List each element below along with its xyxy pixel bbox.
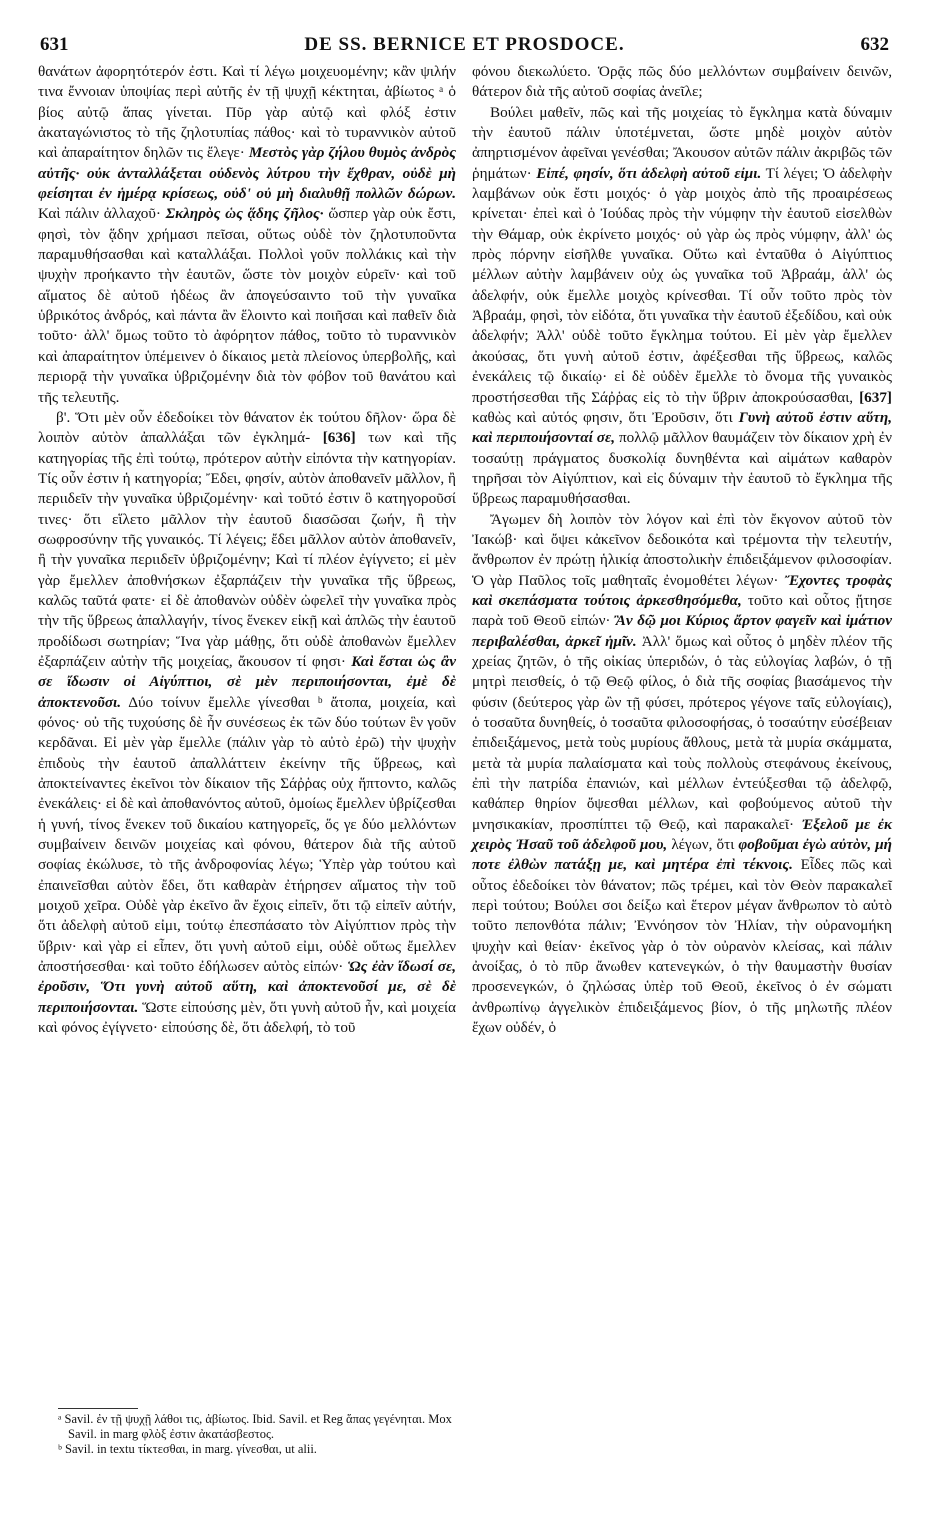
scripture-quote: Καὶ ἔσται ὡς ἂν σε ἴδωσιν οἱ Αἰγύπτιοι, σὲ μὲν περιποιήσονται, ἐμὲ δὲ ἀποκτενοῦσι. [38, 652, 457, 711]
edition-page-marker: [636] [322, 429, 356, 447]
scripture-quote: Γυνὴ αὐτοῦ ἐστιν αὕτη, καὶ περιποιήσονταί σε, [472, 408, 893, 447]
scripture-quote: Ἔχοντες τροφὰς καὶ σκεπάσματα τούτοις ἀρκεσθησόμεθα, [472, 571, 893, 609]
footnote-a: ᵃ Savil. ἐν τῇ ψυχῇ λάθοι τις, ἀβίωτος. Ibid. Savil. et Reg ἅπας γεγένηται. Mox Savil. in marg φλὸξ ἐστιν ἀκατάσβεστος. [58, 1412, 452, 1441]
left-column [38, 62, 456, 1402]
right-column [472, 62, 892, 1482]
running-title: DE SS. BERNICE ET PROSDOCE. [304, 34, 625, 55]
footnote-rule [58, 1408, 138, 1409]
scripture-quote: φοβοῦμαι ἐγὼ αὐτὸν, μή ποτε ἐλθὼν πατάξῃ με, καὶ μητέρα ἐπὶ τέκνοις. [472, 836, 892, 874]
scripture-quote: Ἂν δῷ μοι Κύριος ἄρτον φαγεῖν καὶ ἱμάτιον περιβαλέσθαι, ἀρκεῖ ἡμῖν. [472, 612, 893, 650]
scripture-quote: Ἐξελοῦ με ἐκ χειρὸς Ἠσαῦ τοῦ ἀδελφοῦ μου, [472, 815, 893, 854]
right-paragraph-1: φόνου διεκωλύετο. Ὁρᾷς πῶς δύο μελλόντων συμβαίνειν δεινῶν, θάτερον διὰ τῆς αὐτοῦ σοφίας ἀνεῖλε; [472, 63, 892, 101]
footnotes [58, 1412, 456, 1457]
scripture-quote: Σκληρὸς ὡς ᾅδης ζῆλος· [165, 205, 324, 223]
page-number-right: 632 [860, 34, 889, 55]
scripture-quote: Ὡς ἐὰν ἴδωσί σε, ἐροῦσιν, Ὅτι γυνὴ αὐτοῦ αὕτη, καὶ ἀποκτενοῦσί με, σὲ δὲ περιποιήσονται. [38, 958, 456, 1016]
right-paragraph-2: Βούλει μαθεῖν, πῶς καὶ τῆς μοιχείας τὸ ἔγκλημα κατὰ δύναμιν τὴν ἑαυτοῦ πάλιν ὑποτέμνεται, ὥστε μηδὲ μοιχὸν αὐτὸν ἀπηρτισμένον ἀφεῖναι γενέσθαι; Ἄκουσον αὐτῶν πάλιν ἀκριβῶς τῶν ῥημάτων· Εἰπέ, φησίν, ὅτι ἀδελφὴ αὐτοῦ εἰμι. Τί λέγει; Ὁ ἀδελφὴν λαμβάνων οὐκ ἔστι μοιχός· ὁ γὰρ μοιχὸς ἀπὸ τῆς προαιρέσεως κρίνεται· ἐπεὶ καὶ ὁ Ἰούδας πρὸς τὴν νύμφην τὴν ἑαυτοῦ εἰσελθὼν τὴν Θάμαρ, οὐκ ἐκρίνετο μοιχός· οὐ γὰρ ὡς πρὸς νύμφην, ἀλλ' ὡς πρὸς πόρνην εἰσῆλθε γυναῖκα. Οὕτω καὶ ἐνταῦθα ὁ Αἰγύπτιος μέλλων αὐτὴν λαμβάνειν οὐχ ὡς γυναῖκα τοῦ Ἀβραάμ, ἀλλ' ὡς ἀδελφήν, οὐκ ἔμελλε μοιχὸς κρίνεσθαι. Τί οὖν τοῦτο πρὸς τὸν Ἀβραάμ, φησὶ, τὸν εἰδότα, ὅτι γυναῖκα τὴν ἑαυτοῦ ἐξεδίδου, καὶ οὐκ ἀδελφήν; Ἀλλ' οὐδὲ τοῦτο ἔγκλημα τούτου. Εἰ μὲν γὰρ ἔμελλεν ἀκούσας, ὅτι γυνὴ αὐτοῦ ἐστιν, ἀφέξεσθαι τῆς ὕβρεως, καλῶς ἐνεκάλεις τῷ δικαίῳ· εἰ δὲ οὐδὲν ἔμελλε τὸ ὄνομα τῆς γυναικὸς προστήσεσθαι τῆς Σάῤῥας εἰς τὸ τὴν ὕβριν ἀποκρούσασθαι, [637] καθὼς καὶ αὐτός φησιν, ὅτι Ἐροῦσιν, ὅτι Γυνὴ αὐτοῦ ἐστιν αὕτη, καὶ περιποιήσονταί σε, πολλῷ μᾶλλον θαυμάζειν τὸν δίκαιον χρὴ ἐν τοσαύτῃ πράγματος δυσκολίᾳ δυνηθέντα καὶ αἱμάτων καθαρὸν τηρῆσαι τὸν Αἰγύπτιον, καὶ εἰς δύναμιν τὴν ἑαυτοῦ τὸ ἔγκλημα τῆς ὕβρεως παραμυθήσασθαι. [472, 103, 893, 508]
footnote-b: ᵇ Savil. in textu τίκτεσθαι, in marg. γίνεσθαι, ut alii. [58, 1442, 317, 1456]
running-header [30, 34, 899, 60]
left-paragraph-1: θανάτων ἀφορητότερόν ἐστι. Καὶ τί λέγω μοιχευομένην; κἂν ψιλήν τινα ἔννοιαν ὑποψίας περὶ αὐτῆς ἐν τῇ ψυχῇ κέκτηται, ἀβίωτος ᵃ ὁ βίος αὐτῷ ἅπας γίνεται. Πῦρ γὰρ αὐτῷ καὶ φλόξ ἐστιν ἀκαταγώνιστος τὸ τῆς ζηλοτυπίας πάθος· καὶ τὸ τυραννικὸν αὐτοῦ καὶ ἀπαραίτητον δηλῶν τις ἔλεγε· Μεστὸς γὰρ ζήλου θυμὸς ἀνδρὸς αὐτῆς· οὐκ ἀνταλλάξεται οὐδενὸς λύτρου τὴν ἔχθραν, οὐδὲ μὴ φείσηται ἐν ἡμέρᾳ κρίσεως, οὐδ' οὐ μὴ διαλυθῇ πολλῶν δώρων. Καὶ πάλιν ἀλλαχοῦ· Σκληρὸς ὡς ᾅδης ζῆλος· ὥσπερ γὰρ οὐκ ἔστι, φησὶ, τὸν ᾅδην χρήμασι πεῖσαι, οὕτως οὐδὲ τὸν ζηλοτυποῦντα παραμυθήσασθαι καὶ καταλλάξαι. Πολλοὶ γοῦν πολλάκις καὶ τὴν ψυχὴν προήκαντο τὴν ἑαυτῶν, ὥστε τὸν μοιχὸν εὑρεῖν· καὶ τοῦ αἵματος δὲ αὐτοῦ ἡδέως ἂν ἀπογεύσαιντο τοῦ τὴν γυναῖκα ὑβρικότος ἀνδρός, καὶ πάντα ἂν ἕλοιντο καὶ ποιῆσαι καὶ παθεῖν διὰ τοῦτο· ἀλλ' ὅμως τοῦτο τὸ ἀφόρητον πάθος, τοῦτο τὸ τυραννικὸν καὶ ἀπαραίτητον ὑπέμεινεν ὁ δίκαιος μετὰ πλείονος ὑπερβολῆς, καὶ περιορᾷ τὴν γυναῖκα ὑβριζομένην διὰ τὸν φόβον τοῦ θανάτου καὶ τῆς τελευτῆς. [38, 63, 456, 406]
left-paragraph-2: β'. Ὅτι μὲν οὖν ἐδεδοίκει τὸν θάνατον ἐκ τούτου δῆλον· ὥρα δὲ λοιπὸν αὐτὸν ἀπαλλάξαι τῶν ἐγκλημά- [636] των καὶ τῆς κατηγορίας τῆς ἐπὶ τούτῳ, πρότερον αὐτὴν εἰπόντα τὴν κατηγορίαν. Τίς οὖν ἐστιν ἡ κατηγορία; Ἔδει, φησίν, αὐτὸν ἀποθανεῖν μᾶλλον, ἢ περιιδεῖν τὴν γυναῖκα ὑβριζομένην· καὶ τοῦτό ἐστιν ὃ κατηγοροῦσί τινες· ὅτι εἵλετο μᾶλλον τὴν ἑαυτοῦ διασῶσαι ζωήν, ἢ τὴν σωφροσύνην τῆς γυναικός. Τί λέγεις; ἔδει μᾶλλον αὐτὸν ἀποθανεῖν, ἢ τὴν γυναῖκα περιιδεῖν ὑβριζομένην; Καὶ τί πλέον ἐγίγνετο; εἰ μὲν γὰρ ἔμελλεν ἀποθνήσκων ἐξαρπάζειν τὴν γυναῖκα τῆς ὕβρεως, καλῶς ταῦτά φατε· εἰ δὲ ἀποθανὼν οὐδὲν ὠφελεῖ τὴν γυναῖκα πρὸς τὴν τῆς ὕβρεως ἀπαλλαγήν, τίνος ἕνεκεν εἰκῇ καὶ ἁπλῶς τὴν ἑαυτοῦ προδίδωσι σωτηρίαν; Ἵνα γὰρ μάθῃς, ὅτι οὐδὲ ἀποθανὼν ἔμελλεν ἐξαρπάζειν αὐτὴν τῆς μοιχείας, ἄκουσον τί φησι· Καὶ ἔσται ὡς ἂν σε ἴδωσιν οἱ Αἰγύπτιοι, σὲ μὲν περιποιήσονται, ἐμὲ δὲ ἀποκτενοῦσι. Δύο τοίνυν ἔμελλε γίνεσθαι ᵇ ἄτοπα, μοιχεία, καὶ φόνος· οὐ τῆς τυχούσης δὲ ἦν συνέσεως ἐκ τῶν δύο τούτων ἓν γοῦν κερδᾶναι. Εἰ μὲν γὰρ ἔμελλε (πάλιν γὰρ τὸ αὐτὸ ἐρῶ) τὴν ψυχὴν ἐπιδοὺς τὴν ἑαυτοῦ ἀπαλλάττειν ἐκείνην τῆς ὕβρεως, καὶ ἀποκτείναντες ἐκεῖνοι τὸν δίκαιον τῆς Σάῤῥας οὐχ ἥπτοντο, καλῶς ἐνεκάλεις· εἰ δὲ καὶ ἀποθανόντος αὐτοῦ, ὁμοίως ἔμελλεν ὑβρίζεσθαι ἡ γυνή, τίνος ἕνεκεν τοῦ δικαίου κατηγορεῖς, ὅς γε δύο μελλόντων συμβαίνειν δεινῶν μοιχείας καὶ φόνου, θάτερον διὰ τῆς αὐτοῦ σοφίας ἐκώλυσε, τὸ τῆς ἀνδροφονίας λέγω; Ὑπὲρ γὰρ τούτου καὶ ἐπαινεῖσθαι αὐτὸν ἔδει, ὅτι καθαρὰν ἐτήρησεν αἵματος τὴν τοῦ μοιχοῦ χεῖρα. Οὐδὲ γὰρ ἐκεῖνο ἂν ἔχοις εἰπεῖν, ὅτι τῷ εἰπεῖν αὐτήν, ὅτι ἀδελφὴ αὐτοῦ εἰμι, τούτῳ ἐπεσπάσατο τὸν Αἰγύπτιον πρὸς τὴν ὕβριν· καὶ γὰρ εἰ εἶπεν, ὅτι γυνὴ αὐτοῦ εἰμι, οὐδὲ οὕτως ἔμελλεν ἀποστήσεσθαι· καὶ τοῦτο ἐδήλωσεν αὐτὸς εἰπών· Ὡς ἐὰν ἴδωσί σε, ἐροῦσιν, Ὅτι γυνὴ αὐτοῦ αὕτη, καὶ ἀποκτενοῦσί με, σὲ δὲ περιποιήσονται. Ὥστε εἰπούσης μὲν, ὅτι γυνὴ αὐτοῦ ἦν, καὶ μοιχεία καὶ φόνος ἐγίγνετο· εἰπούσης δὲ, ὅτι ἀδελφή, τὸ τοῦ [38, 408, 457, 1037]
page-number-left: 631 [40, 34, 69, 55]
edition-page-marker: [637] [859, 388, 892, 406]
right-paragraph-3: Ἄγωμεν δὴ λοιπὸν τὸν λόγον καὶ ἐπὶ τὸν ἔκγονον αὐτοῦ τὸν Ἰακώβ· καὶ ὄψει κἀκεῖνον δεδοικότα καὶ τρέμοντα τὴν τελευτήν, ἄνθρωπον ἐν πρώτῃ ἡλικίᾳ ἀποστολικὴν ἐπιδειξάμενον φιλοσοφίαν. Ὁ γὰρ Παῦλος τοῖς μαθηταῖς ἐνομοθέτει λέγων· Ἔχοντες τροφὰς καὶ σκεπάσματα τούτοις ἀρκεσθησόμεθα, τοῦτο καὶ οὗτος ᾔτησε παρὰ τοῦ Θεοῦ εἰπών· Ἂν δῷ μοι Κύριος ἄρτον φαγεῖν καὶ ἱμάτιον περιβαλέσθαι, ἀρκεῖ ἡμῖν. Ἀλλ' ὅμως καὶ οὗτος ὁ μηδὲν πλέον τῆς χρείας ζητῶν, ὁ τῆς οἰκίας ὑπεριδών, ὁ τὰς εὐλογίας λαβών, ὁ τῇ μητρὶ πεισθείς, ὁ τῷ Θεῷ φίλος, ὁ διὰ τῆς σοφίας βιασάμενος τὴν φύσιν (δεύτερος γὰρ ὢν τῇ φύσει, πρότερος γέγονε ταῖς εὐλογίαις), ὁ τοσαῦτα δυνηθείς, ὁ τοσαῦτα φιλοσοφήσας, ὁ τοσαύτην εὐσέβειαν ἐπιδειξάμενος, μετὰ τοὺς μυρίους ἄθλους, μετὰ τὰ μυρία σκάμματα, μετὰ τὰ μυρία παλαίσματα καὶ τοὺς πολλοὺς στεφάνους ἐκείνους, ἐπὶ τὴν πατρίδα ἐπανιών, καὶ μέλλων ἐντεύξεσθαι τῷ ἀδελφῷ, καθάπερ θηρίον ὄψεσθαι μέλλων, καὶ φοβούμενος αὐτοῦ τὴν μνησικακίαν, προσπίπτει τῷ Θεῷ, καὶ παρακαλεῖ· Ἐξελοῦ με ἐκ χειρὸς Ἠσαῦ τοῦ ἀδελφοῦ μου, λέγων, ὅτι φοβοῦμαι ἐγὼ αὐτὸν, μή ποτε ἐλθὼν πατάξῃ με, καὶ μητέρα ἐπὶ τέκνοις. Εἶδες πῶς καὶ οὗτος ἐδεδοίκει τὸν θάνατον; πῶς τρέμει, καὶ τὸν Θεὸν παρακαλεῖ περὶ τούτου; Βούλει σοι δείξω καὶ ἕτερον μέγαν ἄνθρωπον τὸ αὐτὸ τοῦτο πεπονθότα πάλιν; Ἐννόησον τὸν Ἠλίαν, τὴν οὐρανομήκη ψυχὴν καὶ θείαν· ἐκεῖνος γὰρ ὁ τὸν οὐρανὸν κλείσας, καὶ πάλιν ἀνοίξας, ὁ τὸ πῦρ ἄνωθεν κατενεγκών, ὁ τὴν θαυμαστὴν θυσίαν προσενεγκών, ὁ ζηλώσας ὑπὲρ τοῦ Θεοῦ, ἐκεῖνος ὁ ἐν σώματι ἀνθρωπίνῳ ἀγγελικὸν ἐπιδειξάμενος βίον, ὁ τῆς μηλωτῆς πλέον ἔχων οὐδέν, ὁ [472, 510, 893, 1037]
scripture-quote: Μεστὸς γὰρ ζήλου θυμὸς ἀνδρὸς αὐτῆς· οὐκ ἀνταλλάξεται οὐδενὸς λύτρου τὴν ἔχθραν, οὐδὲ μὴ φείσηται ἐν ἡμέρᾳ κρίσεως, οὐδ' οὐ μὴ διαλυθῇ πολλῶν δώρων. [38, 144, 456, 203]
scripture-quote: Εἰπέ, φησίν, ὅτι ἀδελφὴ αὐτοῦ εἰμι. [536, 164, 762, 182]
